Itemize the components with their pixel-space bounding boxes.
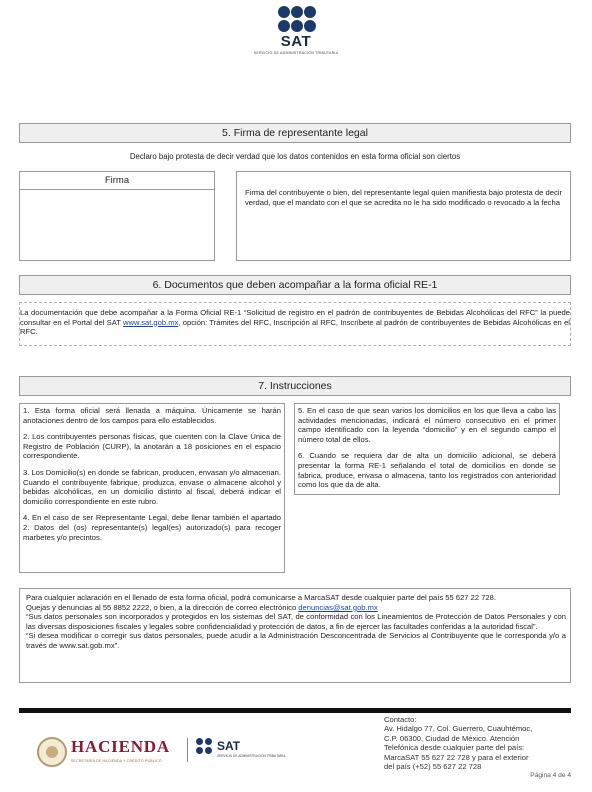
firma-box[interactable]: [19, 171, 215, 261]
info-box: [19, 588, 571, 683]
sat-dots-icon: [278, 6, 314, 34]
sat-logo-word: SAT: [280, 33, 312, 50]
hacienda-seal-icon: [37, 737, 67, 767]
section-6-body: [19, 302, 571, 346]
footer-sat-logo: [196, 738, 296, 764]
denuncias-email-link[interactable]: denuncias@sat.gob.mx: [298, 602, 378, 612]
footer-sat-subtitle: SERVICIO DE ADMINISTRACIÓN TRIBUTARIA: [217, 754, 286, 758]
section-6-title: 6. Documentos que deben acompañar a la forma oficial RE-1: [19, 275, 571, 295]
info-aclaracion: Para cualquier aclaración en el llenado de esta forma oficial, podrá comunicarse a MarcaSAT desde cualquier parte del país 55 627 22 728.: [26, 593, 496, 602]
contacto-line: Av. Hidalgo 77, Col. Guerrero, Cuauhtémoc,: [384, 724, 533, 734]
contacto-line: Telefónica desde cualquier parte del país:: [384, 743, 525, 753]
footer-sat-dots-icon: [196, 738, 214, 756]
instruction-5: 5. En el caso de que sean varios los domicilios en los que lleva a cabo las actividades mencionadas, indicará el número consecutivo en el primer campo identificado con la leyenda “domicilio” y en el segundo campo el número total de ellos.: [298, 406, 556, 444]
firma-label: Firma: [20, 172, 214, 190]
info-quejas-text: Quejas y denuncias al 55 8852 2222, o bien, a la dirección de correo electrónico: [26, 602, 299, 612]
instruction-2: 2. Los contribuyentes personas físicas, que cuenten con la Clave Única de Registro de Población (CURP), la anotarán a 18 posiciones en el espacio correspondiente.: [23, 432, 281, 461]
instructions-right-box: [294, 403, 560, 495]
firma-description: Firma del contribuyente o bien, del representante legal quien manifiesta bajo protesta de decir verdad, que el mandato con el que se acredita no le ha sido modificado o revocado a la fecha: [245, 188, 562, 207]
footer-rule: [19, 708, 571, 713]
hacienda-logo-word: HACIENDA: [71, 737, 170, 756]
firma-description-box: [236, 171, 571, 261]
page-number: Página 4 de 4: [530, 772, 571, 779]
sat-logo-subtitle: SERVICIO DE ADMINISTRACIÓN TRIBUTARIA: [253, 51, 339, 55]
info-quejas: [26, 603, 566, 613]
footer-logo-divider: [187, 738, 188, 762]
section-7-title: 7. Instrucciones: [19, 376, 571, 396]
section-6-paragraph: [20, 308, 570, 337]
contacto-line: C.P. 06300, Ciudad de México. Atención: [384, 733, 520, 743]
section-6-text-a: La documentación que debe acompañar a la Forma Oficial RE-1 “Solicitud de registro en el padrón de contribuyentes de Bebidas Alcohólicas del RFC” la puede consultar en el Portal del SAT: [20, 308, 570, 327]
instruction-1: 1. Esta forma oficial será llenada a máquina. Únicamente se harán anotaciones dentro de los campos para ello establecidos.: [23, 406, 281, 425]
section-5-title: 5. Firma de representante legal: [19, 123, 571, 143]
contacto-line: MarcaSAT 55 627 22 728 y para el exterior: [384, 752, 529, 762]
declaration-text: Declaro bajo protesta de decir verdad que los datos contenidos en esta forma oficial son ciertos: [129, 152, 461, 161]
sat-logo: [241, 6, 351, 64]
sat-portal-link[interactable]: www.sat.gob.mx: [123, 317, 179, 327]
instruction-4: 4. En el caso de ser Representante Legal, debe llenar también el apartado 2. Datos del (os) representante(s) legal(es) autorizado(s) para recoger marbetes y/o precintos.: [23, 513, 281, 542]
contacto-block: [384, 715, 574, 771]
instruction-3: 3. Los Domicilio(s) en donde se fabrican, producen, envasan y/o almacenan. Cuando el contribuyente fabrique, produzca, envase o almacene alcohol y bebidas alcohólicas, en un domicilio distinto al fiscal, deberá indicar el domicilio correspondiente en este rubro.: [23, 467, 281, 506]
contacto-title: Contacto:: [384, 715, 417, 724]
hacienda-logo: [37, 735, 182, 775]
section-6-text-b: , opción: Trámites del RFC, Inscripción al RFC, Inscríbete al padrón de contribuyentes de Bebidas Alcohólicas en el RFC.: [20, 317, 570, 337]
instruction-6: 6. Cuando se requiera dar de alta un domicilio adicional, se deberá presentar la forma RE-1 señalando el total de domicilios en donde se fabrica, produce, envasa o almacena, tanto los registrados con anterioridad como los que da de alta.: [298, 451, 556, 490]
info-modificar-datos: “Si desea modificar o corregir sus datos personales, puede acudir a la Administración Desconcentrada de Servicios al Contribuyente que le corresponda y/o a través de www.sat.gob.mx”.: [26, 631, 566, 650]
instructions-left-box: [19, 403, 285, 573]
hacienda-logo-subtitle: SECRETARÍA DE HACIENDA Y CRÉDITO PÚBLICO: [71, 759, 162, 763]
contacto-line: del país (+52) 55 627 22 728: [384, 762, 482, 772]
info-datos-personales: “Sus datos personales son incorporados y protegidos en los sistemas del SAT, de conformidad con los Lineamientos de Protección de Datos Personales y con las diversas disposiciones fiscales y legales sobre confidencialidad y protección de datos, a fin de ejercer las facultades conferidas a la autoridad fiscal”.: [26, 612, 566, 631]
footer-sat-word: SAT: [217, 739, 241, 753]
